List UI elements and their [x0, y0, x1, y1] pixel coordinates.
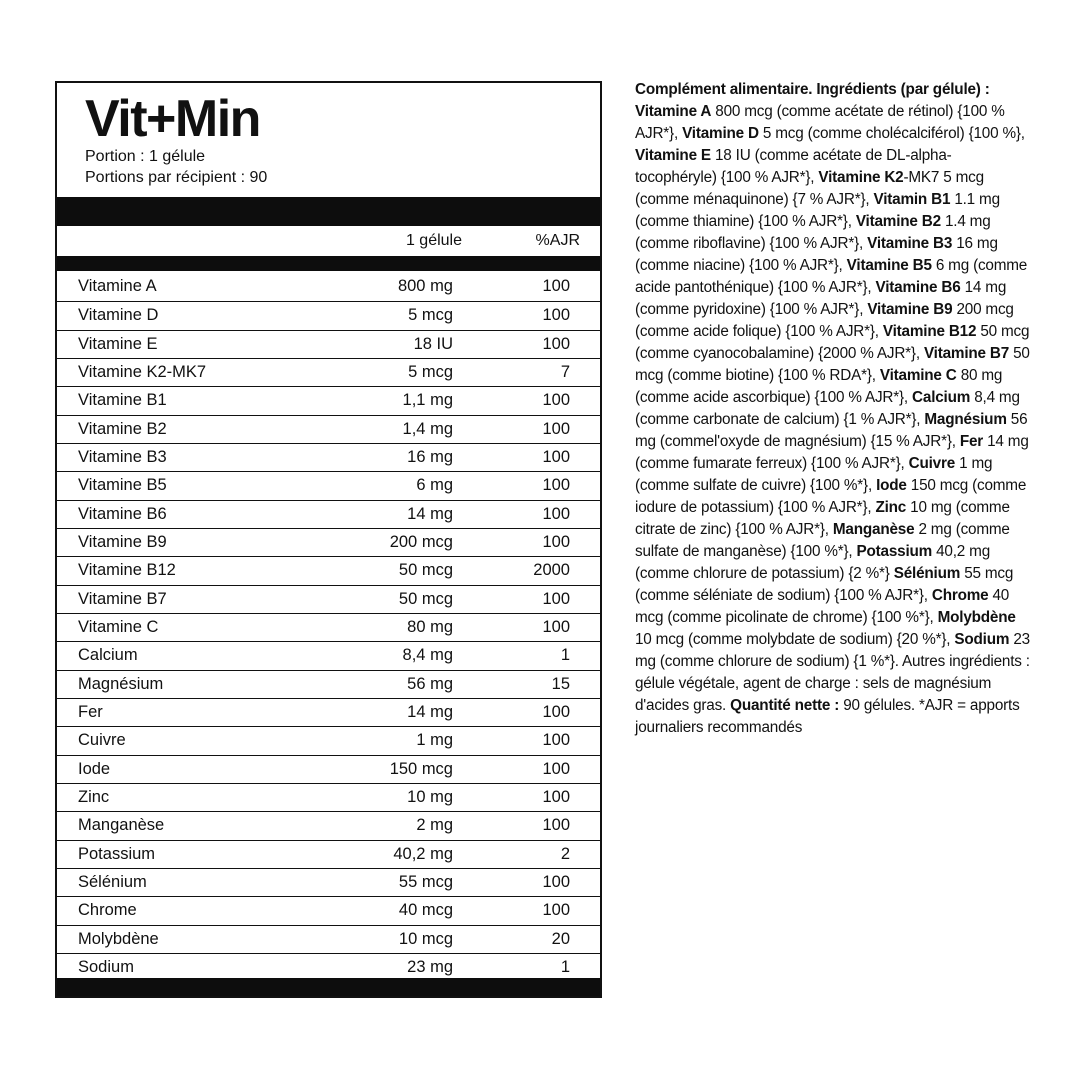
table-row	[57, 500, 600, 528]
nutrient-name: Zinc	[78, 787, 110, 806]
nutrition-facts-panel	[55, 81, 602, 998]
nutrient-pct: 20	[551, 929, 570, 948]
ingredient-detail: 40 mcg (comme picolinate de chrome) {100 %*},	[635, 587, 1010, 626]
nutrient-amount: 18 IU	[413, 334, 453, 353]
column-header-amount: 1 gélule	[405, 232, 462, 249]
nutrient-name: Calcium	[78, 646, 138, 665]
ingredient-name: Calcium	[912, 389, 971, 406]
nutrient-amount: 55 mcg	[398, 872, 453, 891]
ingredient-name: Vitamine B6	[875, 279, 961, 296]
ingredient-detail: 90 gélules. *AJR = apports journaliers recommandés	[635, 697, 1020, 736]
nutrient-name: Vitamine A	[78, 277, 157, 295]
ingredient-detail: 10 mcg (comme molybdate de sodium) {20 %*},	[635, 631, 955, 648]
table-header	[57, 226, 600, 256]
nutrient-amount: 1 mg	[416, 731, 453, 750]
thick-divider-bottom	[57, 978, 600, 996]
nutrient-amount: 5 mcg	[408, 362, 453, 381]
ingredient-detail: 80 mg (comme acide ascorbique) {100 % AJR*},	[635, 367, 1003, 406]
ingredient-name: Manganèse	[832, 521, 915, 538]
ingredient-name: Vitamine D	[682, 125, 759, 142]
ingredient-name: Magnésium	[924, 411, 1007, 428]
nutrient-name: Sélénium	[78, 872, 147, 891]
nutrient-name: Vitamine B12	[78, 561, 176, 580]
nutrient-pct: 1	[560, 646, 570, 665]
nutrient-pct: 100	[542, 391, 570, 410]
ingredient-detail: 50 mcg (comme cyanocobalamine) {2000 % AJR*},	[635, 323, 1030, 362]
table-row	[57, 528, 600, 556]
ingredient-name: Vitamin B1	[873, 191, 951, 208]
table-row	[57, 726, 600, 754]
nutrient-amount: 50 mcg	[398, 561, 453, 580]
nutrient-pct: 100	[542, 901, 570, 920]
nutrient-amount: 2 mg	[416, 816, 453, 835]
ingredient-detail: 1.1 mg (comme thiamine) {100 % AJR*},	[635, 191, 1000, 230]
ingredient-detail: 10 mg (comme citrate de zinc) {100 % AJR*},	[635, 499, 1010, 538]
nutrient-pct: 100	[542, 702, 570, 721]
ingredient-detail: 50 mcg (comme biotine) {100 % RDA*},	[635, 345, 1030, 384]
ingredient-name: Quantité nette :	[730, 697, 840, 714]
nutrient-amount: 80 mg	[407, 617, 453, 636]
ingredient-detail: 14 mg (comme fumarate ferreux) {100 % AJR*},	[635, 433, 1029, 472]
table-row	[57, 755, 600, 783]
ingredient-detail: 800 mcg (comme acétate de rétinol) {100 % AJR*},	[635, 103, 1005, 142]
nutrient-pct: 100	[542, 476, 570, 495]
table-row	[57, 556, 600, 584]
nutrient-pct: 2000	[533, 561, 570, 580]
nutrient-name: Vitamine D	[78, 306, 159, 325]
nutrient-name: Vitamine E	[78, 334, 158, 353]
nutrient-pct: 2	[560, 844, 570, 863]
ingredient-name: Complément alimentaire. Ingrédients (par gélule) : Vitamine A	[635, 81, 990, 120]
table-row	[57, 925, 600, 953]
ingredient-detail: 8,4 mg (comme carbonate de calcium) {1 % AJR*},	[635, 389, 1020, 428]
ingredient-name: Iode	[876, 477, 907, 494]
nutrient-amount: 40,2 mg	[393, 844, 453, 863]
nutrient-amount: 56 mg	[407, 674, 453, 693]
nutrient-name: Vitamine B3	[78, 447, 167, 466]
nutrient-pct: 100	[542, 872, 570, 891]
ingredient-detail: 150 mcg (comme iodure de potassium) {100 % AJR*},	[635, 477, 1027, 516]
table-row	[57, 330, 600, 358]
nutrient-pct: 100	[542, 731, 570, 750]
nutrient-name: Vitamine B5	[78, 476, 167, 495]
ingredient-detail: 16 mg (comme niacine) {100 % AJR*},	[635, 235, 998, 274]
ingredient-detail: 14 mg (comme pyridoxine) {100 % AJR*},	[635, 279, 1007, 318]
nutrient-amount: 200 mcg	[389, 532, 453, 551]
nutrient-amount: 14 mg	[407, 702, 453, 721]
table-row	[57, 811, 600, 839]
nutrient-amount: 1,1 mg	[402, 391, 453, 410]
nutrient-amount: 50 mcg	[398, 589, 453, 608]
nutrient-pct: 100	[542, 617, 570, 636]
table-row	[57, 783, 600, 811]
nutrient-name: Vitamine C	[78, 617, 159, 636]
nutrient-name: Sodium	[78, 957, 134, 976]
table-row	[57, 953, 600, 981]
table-row	[57, 613, 600, 641]
ingredient-name: Vitamine C	[879, 367, 957, 384]
table-row	[57, 358, 600, 386]
table-row	[57, 896, 600, 924]
nutrient-pct: 7	[560, 362, 570, 381]
ingredient-detail: 18 IU (comme acétate de DL-alpha-tocophéryle) {100 % AJR*},	[635, 147, 952, 186]
nutrient-pct: 100	[542, 504, 570, 523]
ingredient-detail: 5 mcg (comme cholécalciférol) {100 %},	[758, 125, 1025, 142]
nutrient-amount: 14 mg	[407, 504, 453, 523]
ingredient-name: Vitamine K2	[818, 169, 904, 186]
table-row	[57, 641, 600, 669]
nutrient-pct: 100	[542, 334, 570, 353]
nutrient-pct: 100	[542, 419, 570, 438]
nutrient-name: Chrome	[78, 901, 137, 920]
table-row	[57, 670, 600, 698]
nutrient-name: Vitamine B7	[78, 589, 167, 608]
nutrient-amount: 10 mg	[407, 787, 453, 806]
table-row	[57, 868, 600, 896]
nutrient-pct: 100	[542, 759, 570, 778]
nutrient-amount: 1,4 mg	[402, 419, 453, 438]
ingredient-detail: 200 mcg (comme acide folique) {100 % AJR*},	[635, 301, 1014, 340]
ingredient-name: Sodium	[954, 631, 1010, 648]
thick-divider-top	[57, 197, 600, 226]
thick-divider-middle	[57, 256, 600, 271]
ingredient-name: Fer	[959, 433, 984, 450]
nutrient-amount: 23 mg	[407, 957, 453, 976]
ingredient-detail: 40,2 mg (comme chlorure de potassium) {2 %*}	[635, 543, 991, 582]
ingredient-name: Vitamine B3	[867, 235, 953, 252]
ingredient-detail: -MK7 5 mcg (comme ménaquinone) {7 % AJR*},	[635, 169, 984, 208]
nutrient-amount: 16 mg	[407, 447, 453, 466]
table-row	[57, 585, 600, 613]
nutrient-pct: 100	[542, 277, 570, 295]
nutrient-amount: 150 mcg	[389, 759, 453, 778]
ingredient-detail: 2 mg (comme sulfate de manganèse) {100 %*},	[635, 521, 1010, 560]
ingredient-detail: 23 mg (comme chlorure de sodium) {1 %*}. Autres ingrédients : gélule végétale, agent de charge : sels de magnésium d'acides gras.	[635, 631, 1030, 714]
servings-per-container: Portions par récipient : 90	[85, 169, 268, 186]
ingredient-name: Vitamine E	[635, 147, 711, 164]
nutrient-name: Vitamine B1	[78, 391, 167, 410]
nutrient-name: Cuivre	[78, 731, 126, 750]
ingredient-name: Sélénium	[893, 565, 961, 582]
ingredient-detail: 6 mg (comme acide pantothénique) {100 % AJR*},	[635, 257, 1028, 296]
nutrient-amount: 10 mcg	[398, 929, 453, 948]
nutrient-pct: 100	[542, 589, 570, 608]
nutrient-name: Iode	[78, 759, 111, 778]
ingredient-name: Zinc	[875, 499, 907, 516]
nutrient-pct: 100	[542, 532, 570, 551]
ingredient-name: Potassium	[856, 543, 933, 560]
table-row	[57, 273, 600, 301]
ingredient-detail: 1 mg (comme sulfate de cuivre) {100 %*},	[635, 455, 993, 494]
nutrient-pct: 100	[542, 447, 570, 466]
product-name: Vit+Min	[85, 90, 260, 148]
table-row	[57, 301, 600, 329]
ingredient-name: Vitamine B5	[846, 257, 932, 274]
ingredient-name: Vitamine B12	[882, 323, 977, 340]
ingredient-detail: 56 mg (commel'oxyde de magnésium) {15 % AJR*},	[635, 411, 1028, 450]
nutrient-name: Vitamine B9	[78, 532, 167, 551]
nutrient-amount: 6 mg	[416, 476, 453, 495]
nutrient-pct: 1	[560, 957, 570, 976]
nutrient-pct: 100	[542, 816, 570, 835]
nutrient-amount: 8,4 mg	[402, 646, 453, 665]
nutrient-name: Molybdène	[78, 929, 159, 948]
table-row	[57, 443, 600, 471]
serving-size: Portion : 1 gélule	[85, 148, 206, 165]
nutrient-name: Manganèse	[78, 816, 165, 835]
ingredient-detail: 1.4 mg (comme riboflavine) {100 % AJR*},	[635, 213, 991, 252]
column-header-pct: %AJR	[535, 232, 580, 249]
nutrient-name: Fer	[78, 702, 103, 721]
ingredients-text	[635, 79, 1033, 739]
table-row	[57, 415, 600, 443]
nutrient-pct: 100	[542, 306, 570, 325]
ingredient-detail: 55 mcg (comme séléniate de sodium) {100 % AJR*},	[635, 565, 1014, 604]
ingredient-name: Chrome	[931, 587, 989, 604]
ingredient-name: Cuivre	[908, 455, 956, 472]
nutrient-amount: 5 mcg	[408, 306, 453, 325]
table-row	[57, 840, 600, 868]
serving-info	[85, 146, 267, 188]
ingredient-name: Molybdène	[937, 609, 1016, 626]
nutrient-pct: 100	[542, 787, 570, 806]
table-row	[57, 698, 600, 726]
ingredient-name: Vitamine B2	[855, 213, 941, 230]
nutrient-amount: 800 mg	[397, 277, 453, 295]
nutrient-name: Vitamine K2-MK7	[78, 362, 207, 381]
nutrient-name: Magnésium	[78, 674, 164, 693]
table-row	[57, 386, 600, 414]
nutrient-name: Vitamine B6	[78, 504, 167, 523]
nutrient-name: Potassium	[78, 844, 156, 863]
ingredient-name: Vitamine B7	[923, 345, 1010, 362]
nutrient-pct: 15	[551, 674, 570, 693]
table-row	[57, 471, 600, 499]
nutrient-table	[57, 273, 600, 981]
ingredient-name: Vitamine B9	[867, 301, 953, 318]
nutrient-amount: 40 mcg	[398, 901, 453, 920]
nutrient-name: Vitamine B2	[78, 419, 167, 438]
